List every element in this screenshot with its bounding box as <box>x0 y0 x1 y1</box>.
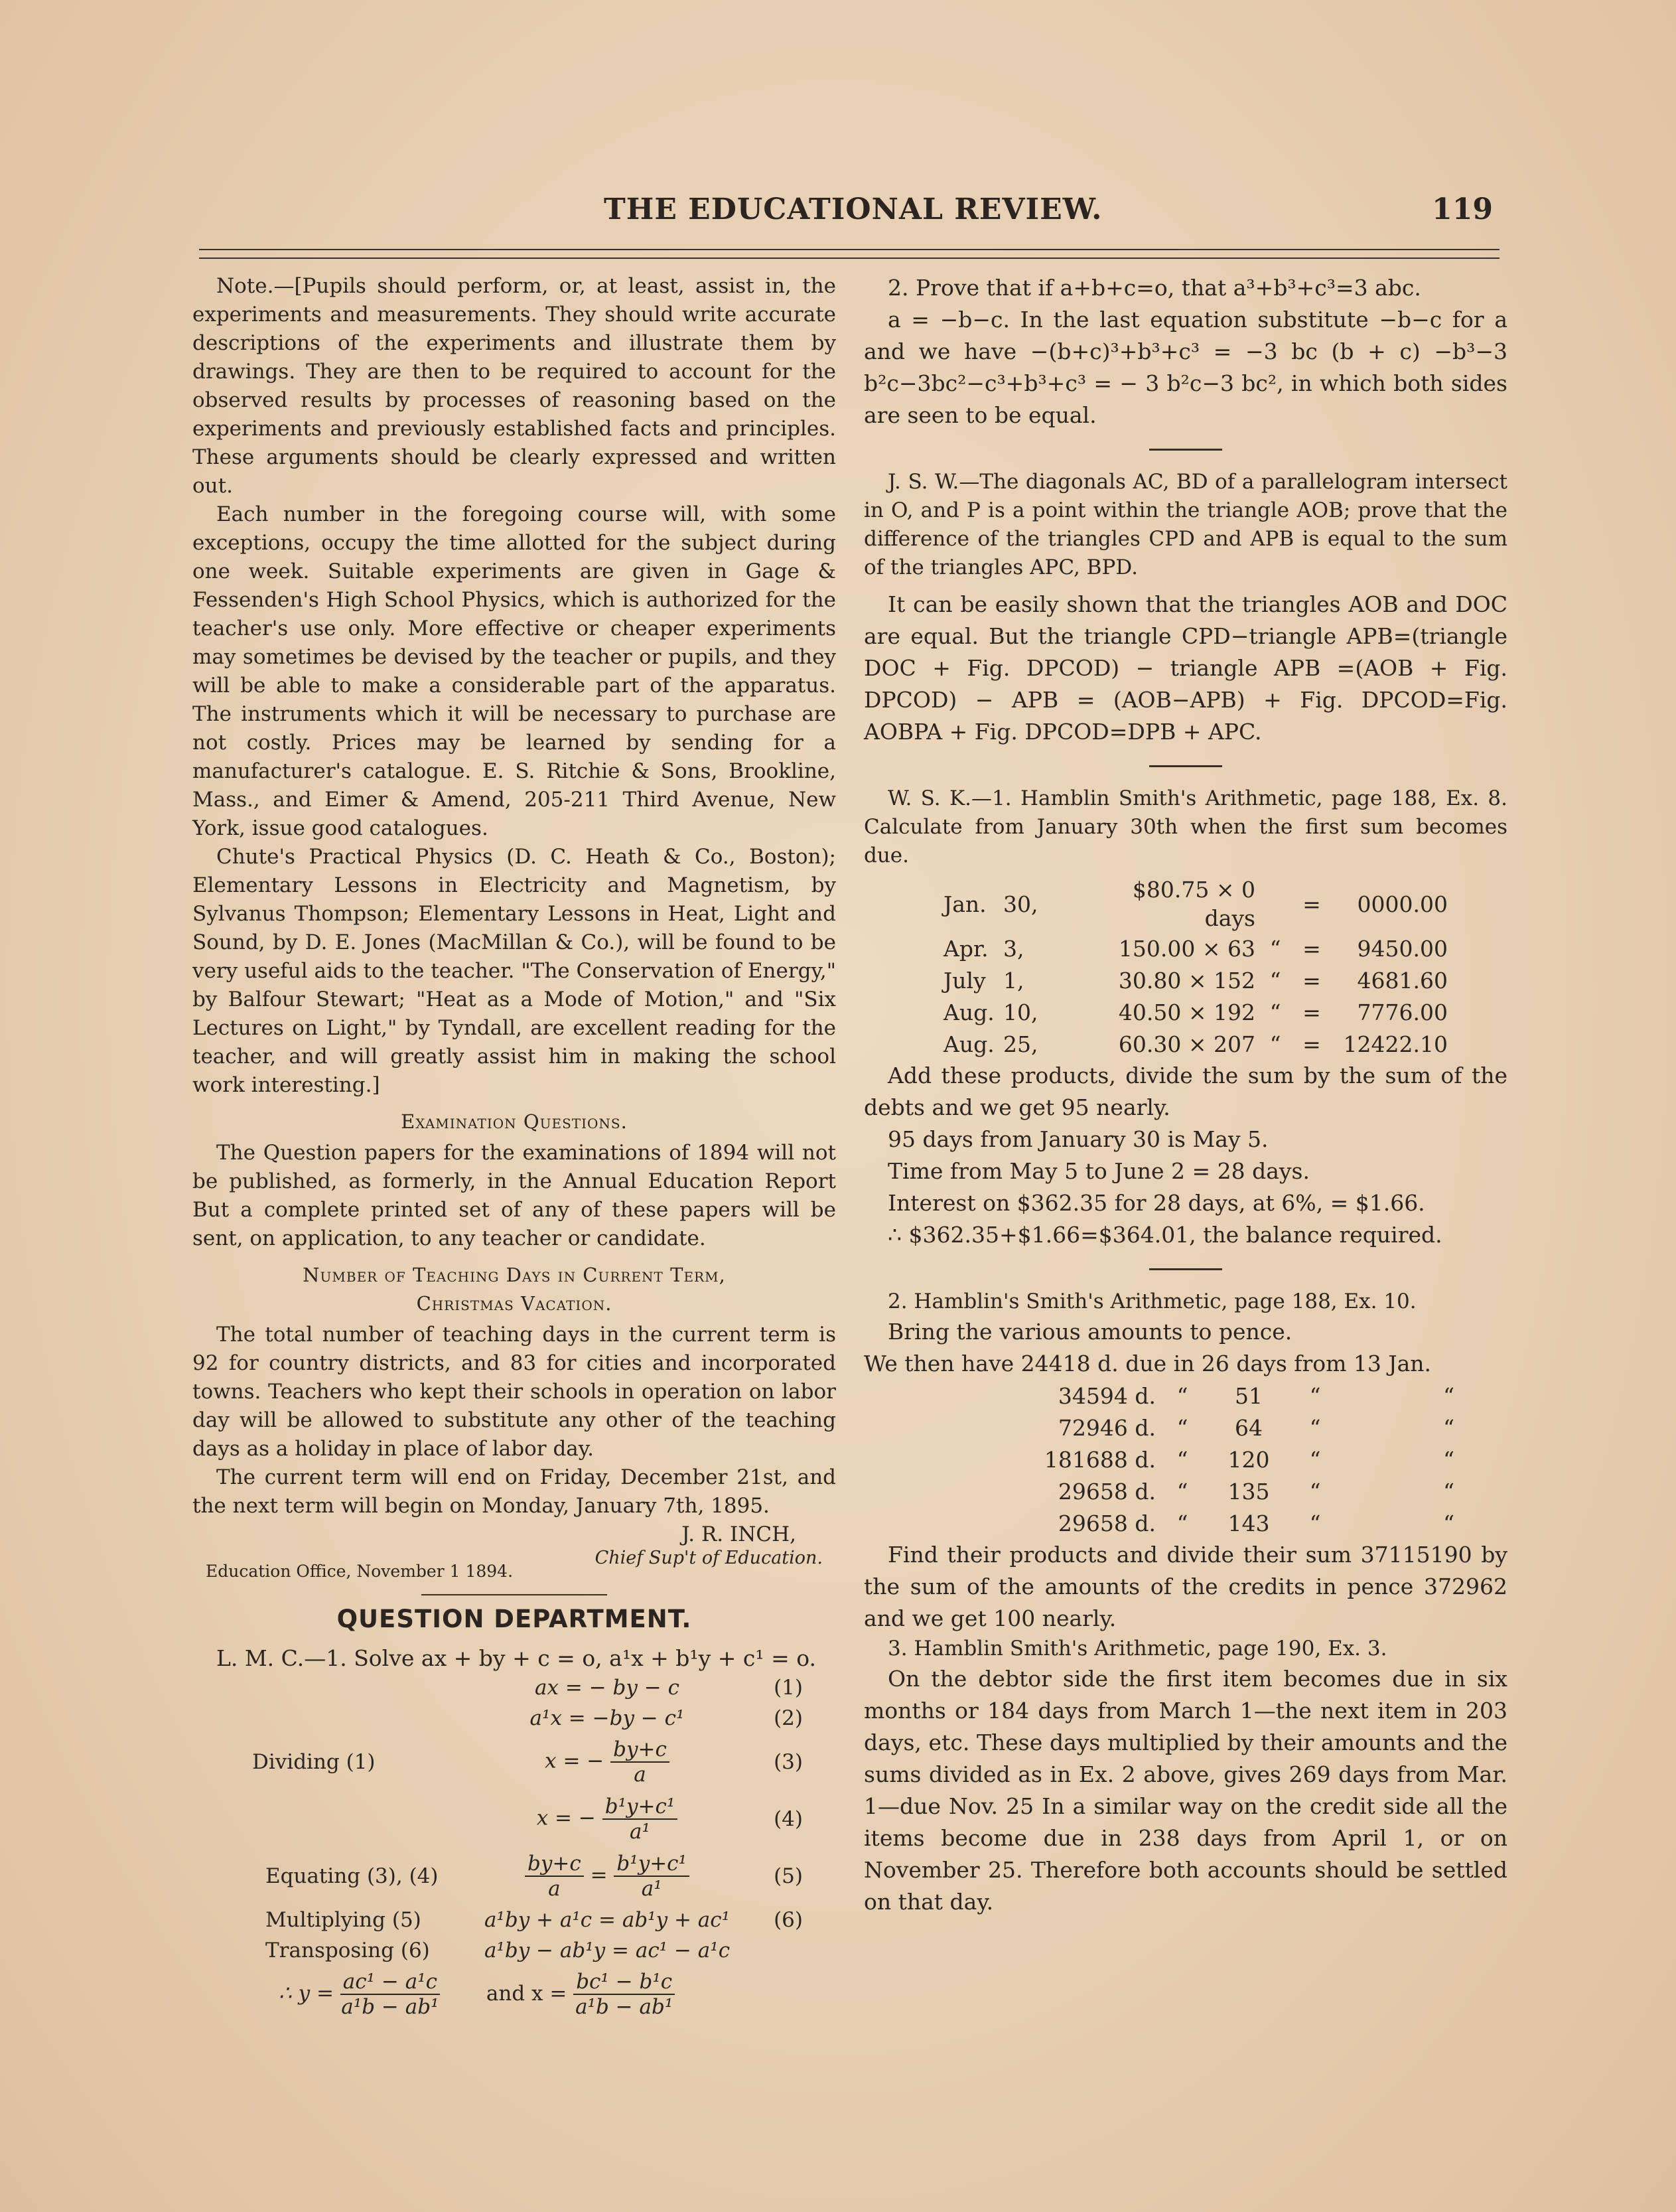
ledger-month: Aug. <box>943 1031 995 1057</box>
ledger-day: 30, <box>1003 891 1038 917</box>
pence-row <box>1030 1412 1454 1443</box>
ledger-result: 7776.00 <box>1357 999 1448 1025</box>
wsk-line-4: Interest on $362.35 for 28 days, at 6%, = $1.66. <box>888 1190 1425 1216</box>
ledger-row <box>943 964 1448 996</box>
therefore-y: ∴ y = <box>279 1981 334 2006</box>
running-title: THE EDUCATIONAL REVIEW. <box>604 192 1103 226</box>
equation-lhs: x = − <box>545 1749 604 1773</box>
ledger-row <box>943 932 1448 964</box>
lmc-question: L. M. C.—1. Solve ax + by + c = o, a¹x + b¹y + c¹ = o. <box>216 1645 817 1671</box>
pence-days: 135 <box>1227 1478 1270 1505</box>
equation-number: (1) <box>774 1675 803 1700</box>
ledger-eq: = <box>1302 999 1321 1025</box>
pence-ditto1: “ <box>1176 1382 1188 1409</box>
equation-table <box>192 1672 803 2023</box>
ledger-ditto: “ <box>1269 935 1281 962</box>
pence-row <box>1030 1507 1454 1539</box>
ledger-calc: 150.00 × 63 <box>1118 935 1255 962</box>
pence-table <box>1030 1380 1454 1539</box>
fraction <box>602 1795 678 1844</box>
denominator: a¹b − ab¹ <box>341 1995 439 2019</box>
ledger-result: 9450.00 <box>1357 935 1448 962</box>
right-column <box>864 272 1507 1918</box>
pence-days: 143 <box>1227 1510 1270 1536</box>
ledger-calc: 40.50 × 192 <box>1118 999 1255 1025</box>
section-divider <box>421 1594 607 1595</box>
ledger-ditto: “ <box>1269 1031 1281 1057</box>
pence-ditto3: “ <box>1443 1478 1454 1505</box>
ledger-month: Aug. <box>943 999 995 1025</box>
equation-row <box>192 1966 803 2023</box>
ledger-result: 0000.00 <box>1357 891 1448 917</box>
q3-paragraph: On the debtor side the first item becomes due in six months or 184 days from March 1—the next item in 203 days, etc. These days multiplied by their amounts and the sums divided as in Ex. 2 above, gives 269 days from Mar. 1—due Nov. 25 In a similar way on the credit side all the items become due in 238 days from April 1, or on November 25. Therefore both accounts should be settled on that day. <box>864 1666 1507 1915</box>
equation-row <box>192 1791 803 1848</box>
equation-8 <box>192 1966 803 2023</box>
pence-amount: 34594 d. <box>1058 1382 1156 1409</box>
ledger-month: Jan. <box>943 891 987 917</box>
ledger-row <box>943 875 1448 932</box>
pence-ditto3: “ <box>1443 1446 1454 1473</box>
fraction <box>525 1852 584 1901</box>
equation-5 <box>464 1848 750 1905</box>
ledger-eq: = <box>1302 891 1321 917</box>
wsk-line-5: ∴ $362.35+$1.66=$364.01, the balance required. <box>888 1222 1442 1248</box>
equation-label: Transposing (6) <box>265 1938 430 1962</box>
equation-row <box>192 1733 803 1791</box>
exam-paragraph: The Question papers for the examinations of 1894 will not be published, as formerly, in the Annual Education Report But a complete printed set of any of these papers will be sent, on application, to any teacher or candidate. <box>192 1141 836 1250</box>
ledger-row <box>943 996 1448 1028</box>
ledger-calc: 30.80 × 152 <box>1118 967 1255 994</box>
pence-days: 51 <box>1235 1382 1263 1409</box>
divider <box>1149 765 1222 767</box>
christmas-vacation-heading: Christmas Vacation. <box>416 1292 612 1315</box>
pence-row <box>1030 1380 1454 1412</box>
fraction <box>573 1970 675 2019</box>
equation-6: a¹by + a¹c = ab¹y + ac¹ <box>484 1907 731 1932</box>
denominator: a¹ <box>641 1877 662 1901</box>
question-department-heading: QUESTION DEPARTMENT. <box>336 1605 692 1633</box>
pence-amount: 29658 d. <box>1058 1478 1156 1505</box>
pence-amount: 29658 d. <box>1058 1510 1156 1536</box>
fraction <box>340 1970 440 2019</box>
equation-label: Equating (3), (4) <box>265 1864 439 1888</box>
jsw-question: J. S. W.—The diagonals AC, BD of a parallelogram intersect in O, and P is a point within the triangle AOB; prove that the difference of the triangles CPD and APB is equal to the sum of the triangles APC, BPD. <box>864 470 1507 579</box>
equation-lhs: x = − <box>536 1806 596 1830</box>
numerator: b¹y+c¹ <box>614 1852 689 1877</box>
pence-ditto2: “ <box>1309 1478 1321 1505</box>
divider <box>1149 1268 1222 1270</box>
equation-1: ax = − by − c <box>535 1675 679 1700</box>
fraction <box>614 1852 689 1901</box>
pence-row <box>1030 1443 1454 1475</box>
pence-ditto1: “ <box>1176 1510 1188 1536</box>
page-number: 119 <box>1432 192 1493 226</box>
pence-ditto2: “ <box>1309 1414 1321 1441</box>
divider <box>1149 449 1222 451</box>
fraction <box>610 1737 669 1787</box>
pence-ditto1: “ <box>1176 1446 1188 1473</box>
pence-ditto2: “ <box>1309 1446 1321 1473</box>
ledger-month: July <box>943 967 986 994</box>
q2b-line-1: Bring the various amounts to pence. <box>888 1319 1292 1345</box>
pence-ditto2: “ <box>1309 1510 1321 1536</box>
signature-title: Chief Sup't of Education. <box>594 1548 823 1568</box>
equation-7: a¹by − ab¹y = ac¹ − a¹c <box>484 1938 731 1962</box>
pence-ditto2: “ <box>1309 1382 1321 1409</box>
ledger-day: 10, <box>1003 999 1038 1025</box>
ledger-result: 4681.60 <box>1357 967 1448 994</box>
ledger-day: 1, <box>1003 967 1024 994</box>
equation-label: Multiplying (5) <box>265 1907 421 1932</box>
equation-number: (5) <box>774 1864 803 1888</box>
signature-name: J. R. INCH, <box>681 1522 796 1546</box>
jsw-answer: It can be easily shown that the triangles AOB and DOC are equal. But the triangle CPD−triangle APB=(triangle DOC + Fig. DPCOD) − triangle APB =(AOB + Fig. DPCOD) − APB = (AOB−APB) + Fig. DPCOD=Fig. AOBPA + Fig. DPCOD=DPB + APC. <box>864 591 1507 745</box>
ledger-day: 3, <box>1003 935 1024 962</box>
wsk-question: W. S. K.—1. Hamblin Smith's Arithmetic, page 188, Ex. 8. Calculate from January 30th when the first sum becomes due. <box>864 786 1507 867</box>
pence-row <box>1030 1475 1454 1507</box>
question-2-statement: 2. Prove that if a+b+c=o, that a³+b³+c³=3 abc. <box>888 275 1421 301</box>
equation-row <box>192 1703 803 1733</box>
equation-4 <box>464 1791 750 1848</box>
pence-amount: 181688 d. <box>1044 1446 1156 1473</box>
equation-row <box>192 1905 803 1935</box>
numerator: ac¹ − a¹c <box>340 1970 440 1995</box>
numerator: bc¹ − b¹c <box>573 1970 675 1995</box>
pence-ditto3: “ <box>1443 1382 1454 1409</box>
equation-row <box>192 1935 803 1966</box>
pence-days: 64 <box>1235 1414 1263 1441</box>
denominator: a¹ <box>630 1820 650 1844</box>
wsk-line-3: Time from May 5 to June 2 = 28 days. <box>888 1158 1310 1184</box>
pence-days: 120 <box>1227 1446 1270 1473</box>
question-2-solution: a = −b−c. In the last equation substitute −b−c for a and we have −(b+c)³+b³+c³ = −3 bc (b + c) −b³−3 b²c−3bc²−c³+b³+c³ = − 3 b²c−3 bc², in which both sides are seen to be equal. <box>864 307 1507 428</box>
office-date-line: Education Office, November 1 1894. <box>206 1562 514 1581</box>
q2b-after: Find their products and divide their sum 37115190 by the sum of the amounts of the credits in pence 372962 and we get 100 nearly. <box>864 1542 1507 1631</box>
note-paragraph-2: Each number in the foregoing course will, with some exceptions, occupy the time allotted for the subject during one week. Suitable experiments are given in Gage & Fessenden's High School Physics, which is authorized for the teacher's use only. More effective or cheaper experiments may sometimes be devised by the teacher or pupils, and they will be able to make a considerable part of the apparatus. The instruments which it will be necessary to purchase are not costly. Prices may be learned by sending for a manufacturer's catalogue. E. S. Ritchie & Sons, Brookline, Mass., and Eimer & Amend, 205-211 Third Avenue, New York, issue good catalogues. <box>192 502 836 840</box>
header-rule-bottom <box>199 258 1500 259</box>
equation-2: a¹x = −by − c¹ <box>529 1706 685 1730</box>
note-paragraph-1: Note.—[Pupils should perform, or, at least, assist in, the experiments and measurements. They should write accurate descriptions of the experiments and illustrate them by drawings. They are then to be required to account for the observed results by processes of reasoning based on the experiments and previously established facts and principles. These arguments should be clearly expressed and written out. <box>192 274 836 498</box>
equation-number: (6) <box>774 1907 803 1932</box>
wsk-line-2: 95 days from January 30 is May 5. <box>888 1126 1269 1152</box>
numerator: by+c <box>525 1852 584 1877</box>
ledger-ditto: “ <box>1269 967 1281 994</box>
header-rule-top <box>199 249 1500 250</box>
pence-ditto1: “ <box>1176 1478 1188 1505</box>
equation-row <box>192 1848 803 1905</box>
equation-row <box>192 1672 803 1703</box>
signature-block <box>192 1549 836 1582</box>
equation-number: (3) <box>774 1749 803 1774</box>
equation-label: Dividing (1) <box>252 1749 376 1774</box>
q2b-first-line: We then have 24418 d. due in 26 days from 13 Jan. <box>864 1351 1432 1376</box>
denominator: a¹b − ab¹ <box>575 1995 673 2019</box>
ledger-day: 25, <box>1003 1031 1038 1057</box>
left-column <box>192 272 836 2023</box>
ledger-calc: 60.30 × 207 <box>1118 1031 1255 1057</box>
ledger-eq: = <box>1302 967 1321 994</box>
page-header <box>192 192 1493 239</box>
wsk-line-1: Add these products, divide the sum by the sum of the debts and we get 95 nearly. <box>864 1063 1507 1120</box>
ledger-result: 12422.10 <box>1343 1031 1448 1057</box>
pence-ditto3: “ <box>1443 1414 1454 1441</box>
equation-number: (2) <box>774 1706 803 1730</box>
equation-number: (4) <box>774 1806 803 1831</box>
exam-heading: Examination Questions. <box>401 1110 628 1133</box>
and-x: and x = <box>486 1981 567 2006</box>
ledger-eq: = <box>1302 1031 1321 1057</box>
ledger-month: Apr. <box>943 935 989 962</box>
equals-sign: = <box>590 1863 608 1887</box>
term-dates-paragraph: The current term will end on Friday, December 21st, and the next term will begin on Monday, January 7th, 1895. <box>192 1465 836 1518</box>
equation-3 <box>464 1733 750 1791</box>
q2b-intro: 2. Hamblin's Smith's Arithmetic, page 188, Ex. 10. <box>888 1290 1417 1313</box>
teaching-days-paragraph: The total number of teaching days in the current term is 92 for country districts, and 83 for cities and incorporated towns. Teachers who kept their schools in operation on labor day will be allowed to substitute any other of the teaching days as a holiday in place of labor day. <box>192 1323 836 1461</box>
note-paragraph-3: Chute's Practical Physics (D. C. Heath & Co., Boston); Elementary Lessons in Electricity and Magnetism, by Sylvanus Thompson; Elementary Lessons in Heat, Light and Sound, by D. E. Jones (MacMillan & Co.), will be found to be very useful aids to the teacher. "The Conservation of Energy," by Balfour Stewart; "Heat as a Mode of Motion," and "Six Lectures on Light," by Tyndall, are excellent reading for the teacher, and will greatly assist him in making the school work interesting.] <box>192 845 836 1097</box>
denominator: a <box>634 1763 646 1787</box>
numerator: b¹y+c¹ <box>602 1795 678 1820</box>
pence-ditto3: “ <box>1443 1510 1454 1536</box>
ledger-row <box>943 1028 1448 1060</box>
numerator: by+c <box>610 1737 669 1763</box>
denominator: a <box>548 1877 561 1901</box>
ledger-eq: = <box>1302 935 1321 962</box>
ledger-ditto: “ <box>1269 999 1281 1025</box>
ledger-calc: $80.75 × 0 days <box>1132 877 1255 931</box>
ledger-ditto <box>1255 875 1295 932</box>
pence-ditto1: “ <box>1176 1414 1188 1441</box>
q3-intro: 3. Hamblin Smith's Arithmetic, page 190, Ex. 3. <box>888 1637 1387 1660</box>
pence-amount: 72946 d. <box>1058 1414 1156 1441</box>
ledger-table <box>943 875 1448 1060</box>
teaching-days-heading: Number of Teaching Days in Current Term, <box>303 1264 726 1286</box>
